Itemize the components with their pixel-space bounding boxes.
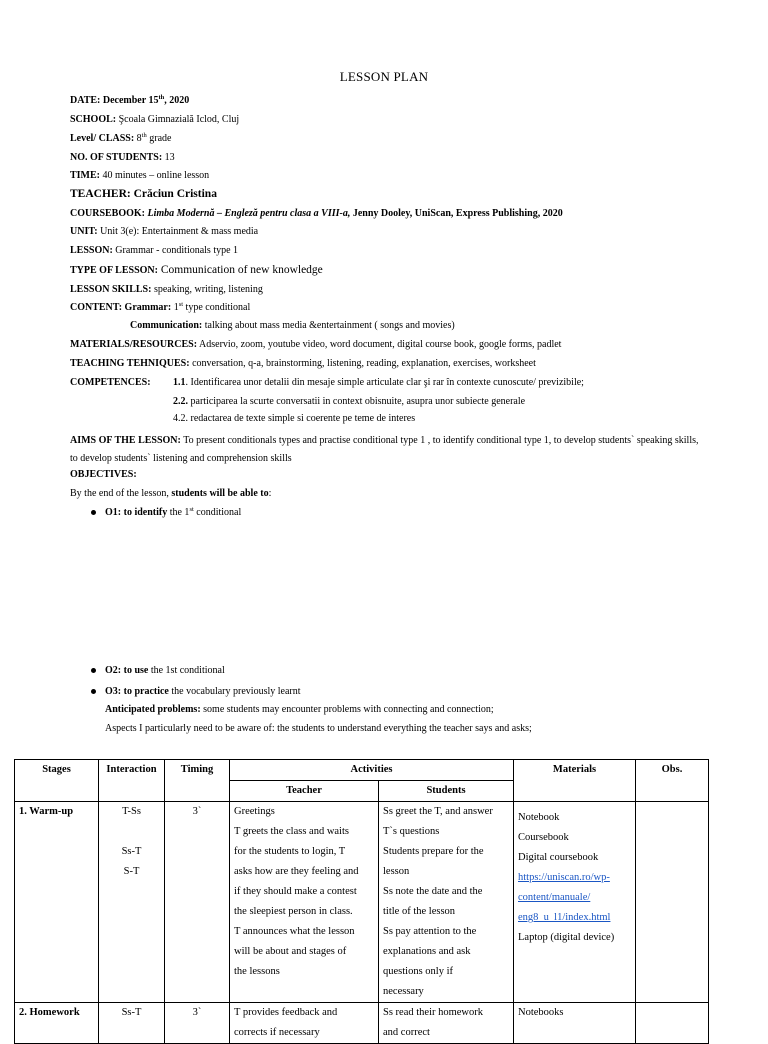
coursebook-line (70, 208, 563, 220)
students-line (70, 152, 175, 164)
content-grammar-sup: st (178, 301, 184, 308)
materials-line: Digital coursebook (518, 852, 599, 863)
teacher-line: the sleepiest person in class. (234, 906, 353, 917)
skills-label: LESSON SKILLS: (70, 284, 152, 295)
students-line: and correct (383, 1027, 430, 1038)
techniques-label: TEACHING TEHNIQUES: (70, 358, 190, 369)
content-grammar-label: Grammar: (124, 302, 172, 313)
competence-3: 4.2. redactarea de texte simple si coerente pe teme de interes (173, 413, 416, 424)
obs-cell (636, 1003, 709, 1044)
teacher-line: T announces what the lesson (234, 926, 355, 937)
anticipated-line (105, 704, 494, 716)
teacher-line: for the students to login, T (234, 846, 346, 857)
o1-tail: conditional (193, 507, 242, 518)
students-line: questions only if (383, 966, 453, 977)
students-value: 13 (164, 152, 175, 163)
teacher-line: T greets the class and waits (234, 826, 349, 837)
aims-line (70, 432, 700, 468)
materials-line (70, 339, 561, 351)
content-grammar-num: 1 (173, 302, 179, 313)
students-line: Students prepare for the (383, 846, 484, 857)
teacher-label: TEACHER: (70, 188, 131, 200)
students-line: lesson (383, 866, 410, 877)
materials-value: Adservio, zoom, youtube video, word document, digital course book, google forms, padlet (199, 339, 562, 350)
objectives-heading (70, 469, 137, 481)
students-line: title of the lesson (383, 906, 456, 917)
time-label: TIME: (70, 170, 100, 181)
objective-o2 (105, 665, 225, 677)
materials-line: Laptop (digital device) (518, 932, 615, 943)
school-value: Şcoala Gimnazială Iclod, Cluj (118, 114, 240, 125)
lesson-label: LESSON: (70, 245, 113, 256)
students-line: Ss pay attention to the (383, 926, 477, 937)
aims-value: To present conditionals types and practise conditional type 1 , to identify conditional type 1, to develop students` speaking skills, to develop students` listening and comprehension skills (70, 435, 699, 464)
teacher-line: corrects if necessary (234, 1027, 320, 1038)
objectives-label: OBJECTIVES: (70, 469, 137, 480)
skills-value: speaking, writing, listening (153, 284, 263, 295)
o3-label: O3: to practice (105, 686, 169, 697)
materials-line: Notebook (518, 812, 560, 823)
interaction-line (103, 822, 160, 842)
o1-sup: st (189, 506, 194, 513)
objectives-intro-tail: : (268, 488, 272, 499)
interaction-line: Ss-T (121, 846, 142, 857)
materials-label: MATERIALS/RESOURCES: (70, 339, 198, 350)
stage-cell: 1. Warm-up (15, 802, 99, 1003)
aims-label: AIMS OF THE LESSON: (70, 435, 181, 446)
coursebook-link[interactable]: content/manuale/ (518, 892, 591, 903)
techniques-value: conversation, q-a, brainstorming, listening, reading, explanation, exercises, worksheet (192, 358, 536, 369)
school-label: SCHOOL: (70, 114, 117, 125)
objective-o1 (105, 507, 241, 519)
teacher-line (70, 188, 217, 200)
competence-2-text: participarea la scurte conversatii in context obisnuite, asupra unor subiecte generale (188, 396, 526, 407)
teacher-cell (230, 802, 379, 1003)
o3-value: the vocabulary previously learnt (168, 686, 301, 697)
o2-label: O2: to use (105, 665, 149, 676)
teacher-value: Crăciun Cristina (133, 188, 217, 200)
coursebook-rest: Jenny Dooley, UniScan, Express Publishing, 2020 (352, 208, 563, 219)
coursebook-link[interactable]: eng8_u_l1/index.html (518, 912, 611, 923)
competence-1-num: 1.1 (173, 377, 186, 388)
content-grammar-value: type conditional (183, 302, 251, 313)
date-value: December 15 (102, 95, 159, 106)
lesson-value: Grammar - conditionals type 1 (115, 245, 239, 256)
stage-cell: 2. Homework (15, 1003, 99, 1044)
materials-line: Coursebook (518, 832, 569, 843)
date-line (70, 95, 189, 107)
coursebook-label: COURSEBOOK: (70, 208, 146, 219)
bullet-icon (91, 689, 96, 694)
header-students: Students (379, 781, 514, 802)
header-teacher: Teacher (230, 781, 379, 802)
interaction-cell: Ss-T (99, 1003, 165, 1044)
table-row (15, 1003, 709, 1044)
header-timing: Timing (165, 760, 230, 802)
type-line (70, 264, 323, 277)
teacher-cell (230, 1003, 379, 1044)
header-stages: Stages (15, 760, 99, 802)
date-sup: th (158, 94, 165, 101)
content-label: CONTENT: (70, 302, 123, 313)
communication-value: talking about mass media &entertainment ( songs and movies) (204, 320, 455, 331)
date-year: , 2020 (164, 95, 190, 106)
level-label: Level/ CLASS: (70, 133, 135, 144)
students-line: T`s questions (383, 826, 440, 837)
competence-2-num: 2.2. (173, 396, 188, 407)
o1-label: O1: to identify (105, 507, 168, 518)
o2-value: the 1st conditional (148, 665, 225, 676)
coursebook-title: Limba Modernă – Engleză pentru clasa a VIII-a, (147, 208, 351, 219)
unit-label: UNIT: (70, 226, 98, 237)
aspects-line: Aspects I particularly need to be aware of: the students to understand everything the teacher says and asks; (105, 723, 532, 734)
time-value: 40 minutes – online lesson (102, 170, 210, 181)
o1-pre: the 1 (167, 507, 190, 518)
header-activities: Activities (230, 760, 514, 781)
techniques-line (70, 358, 536, 370)
lesson-line (70, 245, 238, 257)
anticipated-value: some students may encounter problems with connecting and connection; (200, 704, 494, 715)
header-interaction: Interaction (99, 760, 165, 802)
objectives-intro (70, 488, 271, 500)
objective-o3 (105, 686, 301, 698)
students-line: Ss read their homework (383, 1007, 484, 1018)
students-line: explanations and ask (383, 946, 471, 957)
communication-line (130, 320, 455, 332)
students-line: Ss note the date and the (383, 886, 483, 897)
level-sup: th (141, 132, 147, 139)
level-tail: grade (146, 133, 172, 144)
teacher-line: if they should make a contest (234, 886, 357, 897)
competence-2 (173, 396, 525, 408)
interaction-line: T-Ss (122, 806, 141, 817)
teacher-line: Greetings (234, 806, 275, 817)
unit-value: Unit 3(e): Entertainment & mass media (100, 226, 259, 237)
lesson-table (14, 759, 709, 1044)
competence-1-text: . Identificarea unor detalii din mesaje simple articulate clar şi rar în contexte cunoscute/ previzibile; (185, 377, 584, 388)
level-value: 8 (136, 133, 142, 144)
objectives-intro-bold: students will be able to (171, 488, 269, 499)
objectives-intro-text: By the end of the lesson, (70, 488, 172, 499)
competences-line (70, 377, 151, 389)
students-line: necessary (383, 986, 424, 997)
page-title: LESSON PLAN (339, 69, 429, 84)
skills-line (70, 284, 263, 296)
competences-label: COMPETENCES: (70, 377, 151, 388)
communication-label: Communication: (130, 320, 203, 331)
timing-cell: 3` (165, 802, 230, 1003)
interaction-line: S-T (123, 866, 140, 877)
type-value: Communication of new knowledge (160, 264, 323, 276)
students-cell (379, 1003, 514, 1044)
students-label: NO. OF STUDENTS: (70, 152, 163, 163)
interaction-cell (99, 802, 165, 1003)
timing-cell: 3` (165, 1003, 230, 1044)
obs-cell (636, 802, 709, 1003)
teacher-line: T provides feedback and (234, 1007, 338, 1018)
competence-1 (173, 377, 584, 389)
table-row (15, 802, 709, 1003)
level-line (70, 133, 171, 145)
content-line (70, 302, 250, 314)
students-line: Ss greet the T, and answer (383, 806, 493, 817)
students-cell (379, 802, 514, 1003)
school-line (70, 114, 239, 126)
date-label: DATE: (70, 95, 101, 106)
teacher-line: the lessons (234, 966, 280, 977)
header-materials: Materials (514, 760, 636, 802)
materials-cell (514, 802, 636, 1003)
teacher-line: will be about and stages of (234, 946, 347, 957)
time-line (70, 170, 209, 182)
bullet-icon (91, 510, 96, 515)
type-label: TYPE OF LESSON: (70, 265, 158, 276)
materials-cell: Notebooks (514, 1003, 636, 1044)
coursebook-link[interactable]: https://uniscan.ro/wp- (518, 872, 610, 883)
header-obs: Obs. (636, 760, 709, 802)
anticipated-label: Anticipated problems: (105, 704, 201, 715)
teacher-line: asks how are they feeling and (234, 866, 359, 877)
bullet-icon (91, 668, 96, 673)
unit-line (70, 226, 258, 238)
